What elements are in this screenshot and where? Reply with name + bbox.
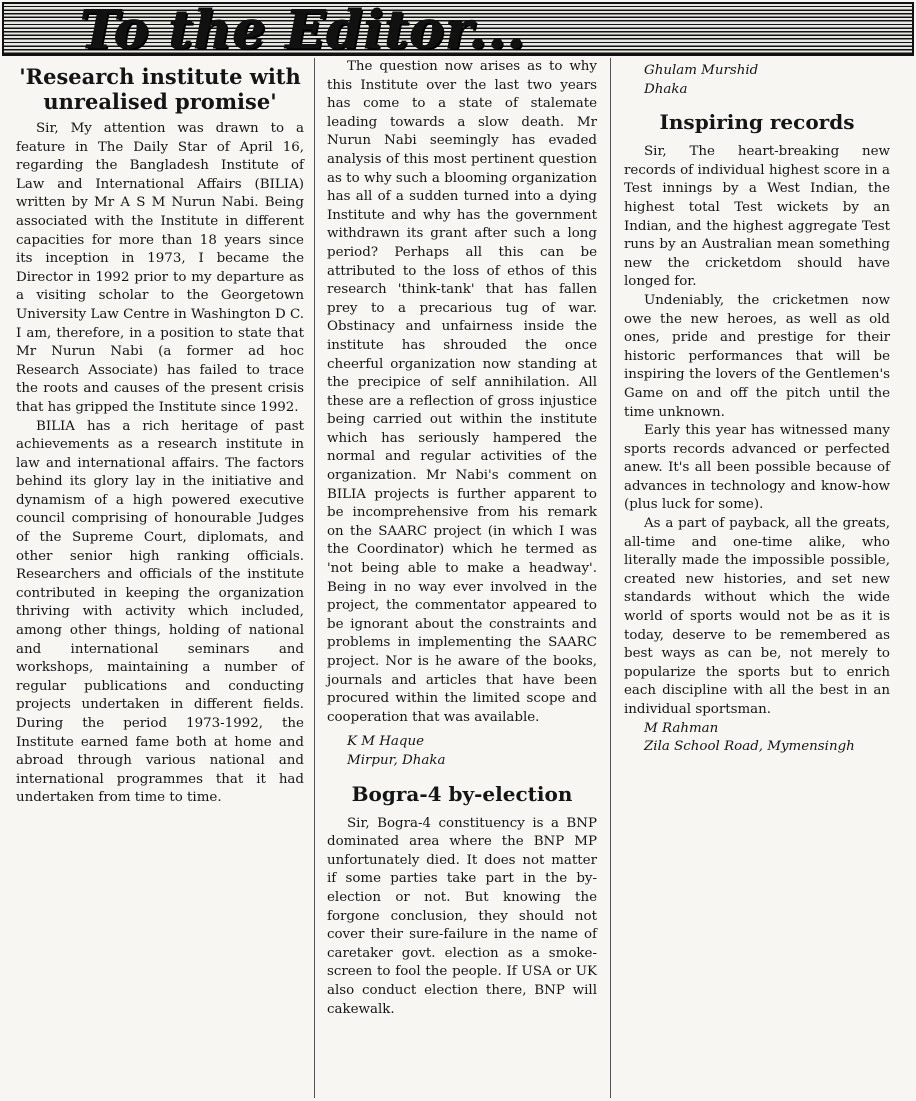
letter3-headline: Inspiring records (659, 110, 855, 135)
letter1-place: Mirpur, Dhaka (347, 752, 446, 768)
letter1-headline: 'Research institute with unrealised promise' (19, 64, 301, 114)
letter3-paragraph-4: As a part of payback, all the greats, all-time and one-time alike, who literally made the impossible possible, created new histories, and set new standards without which the wide world of sports would not be as it is today, deserve to be remembered as best ways as can be, not merely to popularize the sports but to enrich each discipline with all the best in an individual sportsman. (624, 516, 890, 717)
letter1-paragraph-2: BILIA has a rich heritage of past achievements as a research institute in law and international affairs. The factors behind its glory lay in the initiative and dynamism of a high powered executive council comprising of honourable Judges of the Supreme Court, diplomats, and other senior high ranking officials. Researchers and officials of the institute contributed in keeping the organization thriving with activity which included, among other things, holding of national and international seminars and workshops, maintaining a number of regular publications and conducting projects undertaken in different fields. During the period 1973-1992, the Institute earned fame both at home and abroad through various national and international programmes that it had undertaken from time to time. (16, 418, 304, 806)
letter3-paragraph-3: Early this year has witnessed many sports records advanced or perfected anew. It's all been possible because of advances in technology and know-how (plus luck for some). (624, 423, 890, 513)
section-banner (2, 2, 914, 56)
column-1 (16, 58, 304, 808)
letter3-author: M Rahman (644, 720, 719, 736)
column-3 (624, 58, 890, 757)
banner-title: To the Editor... (80, 2, 526, 56)
letter3-place: Zila School Road, Mymensingh (644, 739, 855, 755)
letter2-headline: Bogra-4 by-election (351, 781, 573, 806)
column-divider (610, 58, 611, 1098)
letter3-paragraph-2: Undeniably, the cricketmen now owe the new heroes, as well as old ones, pride and prestige for their historic performances that will be inspiring the lovers of the Gentlemen's Game on and off the pitch until the time unknown. (624, 292, 890, 420)
letter2-place: Dhaka (644, 81, 688, 97)
letter1-paragraph-1: Sir, My attention was drawn to a feature in The Daily Star of April 16, regarding the Bangladesh Institute of Law and International Affairs (BILIA) written by Mr A S M Nurun Nabi. Being associated with the Institute in different capacities for more than 18 years since its inception in 1973, I became the Director in 1992 prior to my departure as a visiting scholar to the Georgetown University Law Centre in Washington D C. I am, therefore, in a position to state that Mr Nurun Nabi (a former ad hoc Research Associate) has failed to trace the roots and causes of the present crisis that has gripped the Institute since 1992. (16, 121, 304, 415)
letter3-paragraph-1: Sir, The heart-breaking new records of individual highest score in a Test innings by a West Indian, the highest total Test wickets by an Indian, and the highest aggregate Test runs by an Australian mean something new the cricketdom should have longed for. (624, 144, 890, 290)
letter1-author: K M Haque (347, 734, 425, 750)
letter2-author: Ghulam Murshid (644, 63, 759, 78)
letter2-paragraph: Sir, Bogra-4 constituency is a BNP dominated area where the BNP MP unfortunately died. It does not matter if some parties take part in the by-election or not. But knowing the forgone conclusion, they should not cover their sure-failure in the name of caretaker govt. election as a smoke-screen to fool the people. If USA or UK also conduct election there, BNP will cakewalk. (327, 815, 597, 1017)
column-2 (327, 58, 597, 1019)
column-divider (314, 58, 315, 1098)
letter1-paragraph-3: The question now arises as to why this Institute over the last two years has come to a state of stalemate leading towards a slow death. Mr Nurun Nabi seemingly has evaded analysis of this most pertinent question as to why such a blooming organization has all of a sudden turned into a dying Institute and why has the government withdrawn its grant after such a long period? Perhaps all this can be attributed to the loss of ethos of this research 'think-tank' that has fallen prey to a precarious tug of war. Obstinacy and unfairness inside the institute has shrouded the once cheerful organization now standing at the precipice of self annihilation. All these are a reflection of gross injustice being carried out within the institute which has seriously hampered the normal and regular activities of the organization. Mr Nabi's comment on BILIA projects is further apparent to be incomprehensive from his remark on the SAARC project (in which I was the Coordinator) which he termed as 'not being able to make a headway'. Being in no way ever involved in the project, the commentator appeared to be ignorant about the constraints and problems in implementing the SAARC project. Nor is he aware of the books, journals and articles that have been procured within the limited scope and cooperation that was available. (327, 59, 597, 725)
